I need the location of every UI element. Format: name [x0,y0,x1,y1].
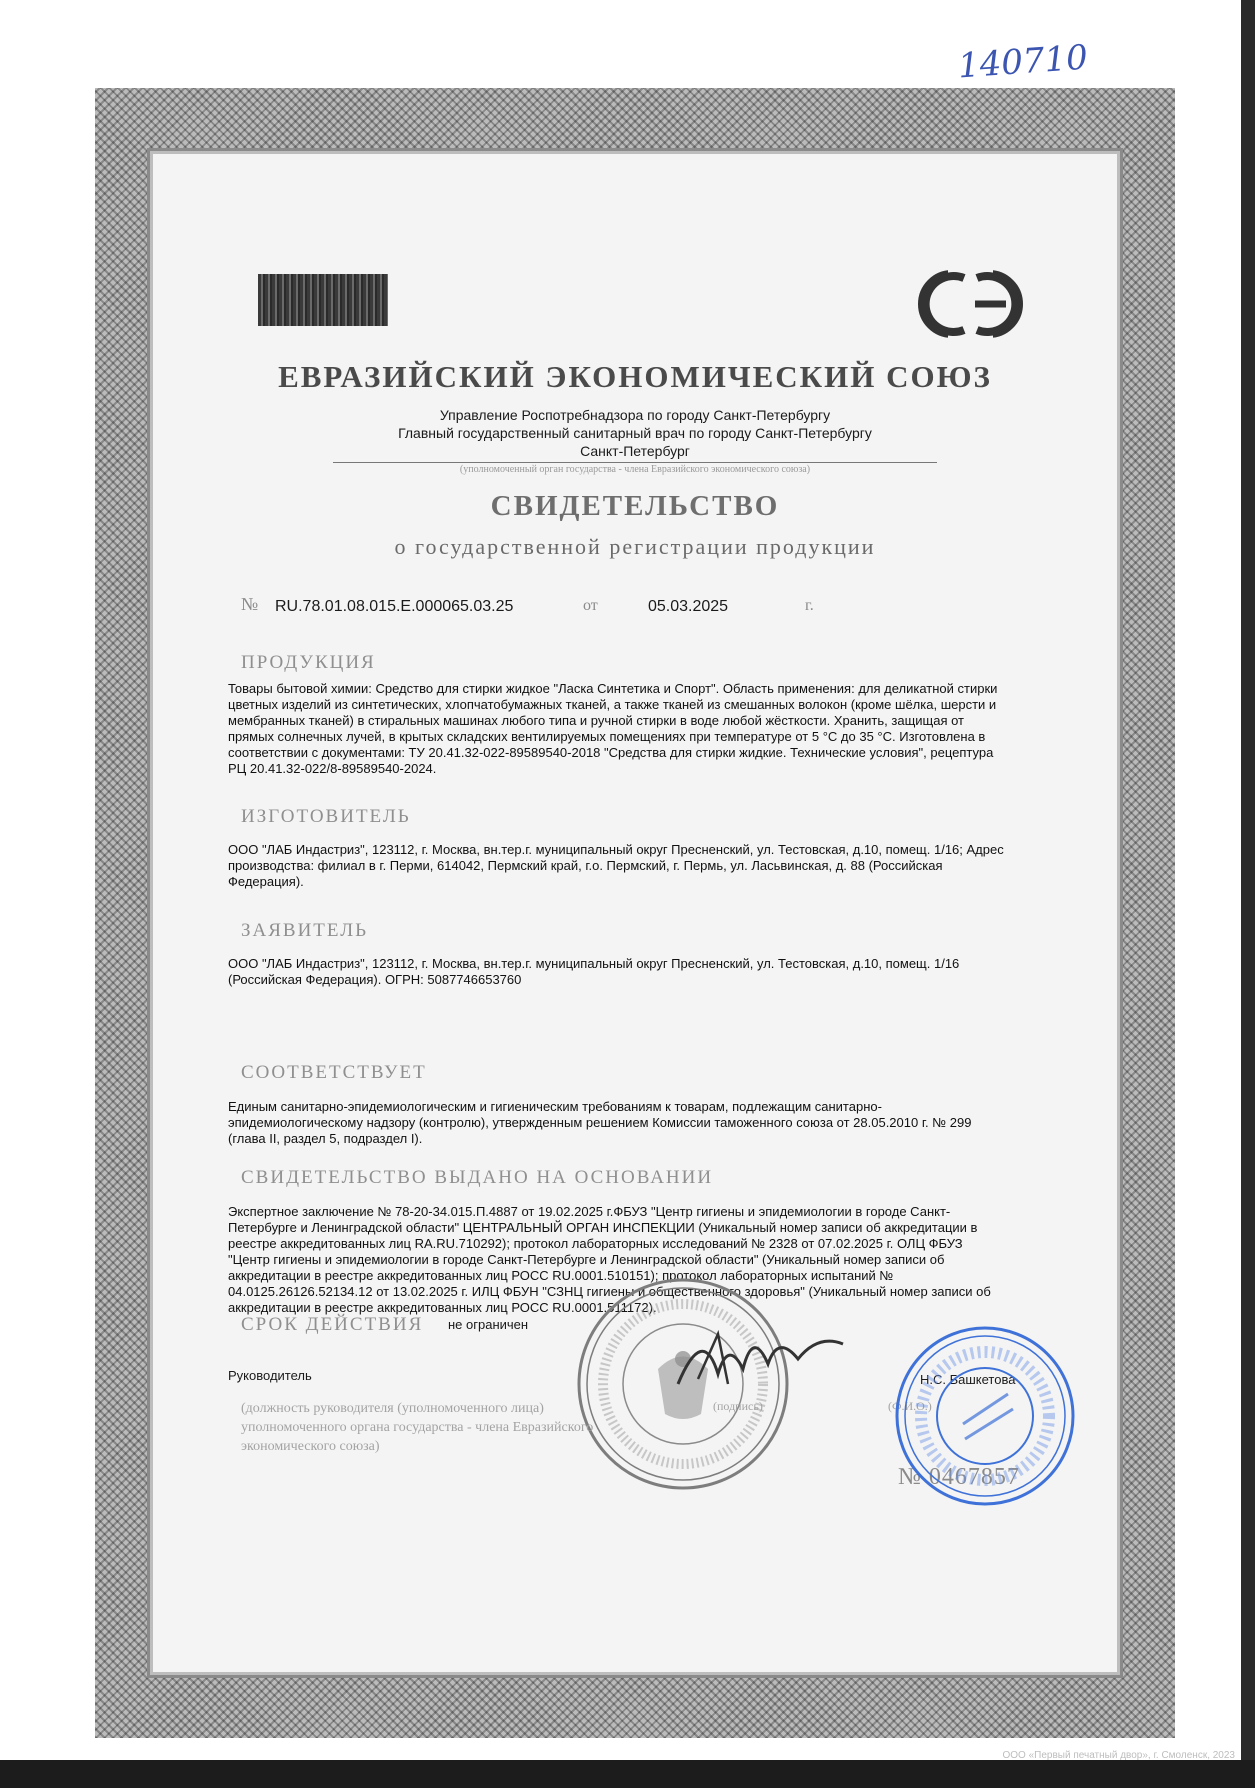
serial-number: № 0467857 [898,1464,1020,1490]
signature-caption-right: (Ф.И.О.) [888,1399,932,1413]
authority-line: Санкт-Петербург [580,443,690,459]
authority-rule [333,462,937,463]
manufacturer-heading: ИЗГОТОВИТЕЛЬ [241,806,411,827]
basis-heading: СВИДЕТЕЛЬСТВО ВЫДАНО НА ОСНОВАНИИ [241,1167,714,1188]
authority-caption: (уполномоченный орган государства - члена Евразийского экономического союза) [459,464,811,475]
handwritten-number: 140710 [956,37,1090,87]
certificate-body [153,154,1117,1672]
authority-line: Главный государственный санитарный врач по городу Санкт-Петербургу [398,425,872,441]
validity-heading: СРОК ДЕЙСТВИЯ [241,1314,424,1335]
applicant-heading: ЗАЯВИТЕЛЬ [241,920,369,941]
manufacturer-text: ООО "ЛАБ Индастриз", 123112, г. Москва, вн.тер.г. муниципальный округ Пресненский, ул. Тестовская, д.10, помещ. 1/16; Адрес производства: филиал в г. Перми, 614042, Пермский край, г.о. Пермский, г. Пермь, ул. Ласьвинская, д. 88 (Российская Федерация). [228,842,1004,889]
scan-border-bottom [0,1760,1255,1788]
printer-note: ООО «Первый печатный двор», г. Смоленск, 2023 [1002,1750,1235,1761]
signature-caption-mid: (подпись) [713,1399,763,1413]
basis-text: Экспертное заключение № 78-20-34.015.П.4887 от 19.02.2025 г.ФБУЗ "Центр гигиены и эпидемиологии в городе Санкт-Петербурге и Ленинградской области" ЦЕНТРАЛЬНЫЙ ОРГАН ИНСПЕКЦИИ (Уникальный номер записи об аккредитации в реестре аккредитованных лиц RA.RU.710292); протокол лабораторных исследований № 2328 от 07.02.2025 г. ОЛЦ ФБУЗ "Центр гигиены и эпидемиологии в городе Санкт-Петербурге и Ленинградской области" (Уникальный номер записи об аккредитации в реестре аккредитованных лиц РОСС RU.0001.510151); протокол лабораторных испытаний № 04.0125.26126.52134.12 от 13.02.2025 г. ИЛЦ ФБУН "СЗНЦ гигиены и общественного здоровья" (Уникальный номер записи об аккредитации в реестре аккредитованных лиц РОСС RU.0001.511172). [228,1204,991,1315]
blue-stamp-icon [893,1324,1078,1509]
authority-block [153,406,1117,460]
authority-line: Управление Роспотребнадзора по городу Санкт-Петербургу [439,407,831,423]
applicant-text: ООО "ЛАБ Индастриз", 123112, г. Москва, вн.тер.г. муниципальный округ Пресненский, ул. Тестовская, д.10, помещ. 1/16 (Российская Федерация). ОГРН: 5087746653760 [228,956,960,987]
scan-border-right [1241,0,1255,1760]
conforms-text: Единым санитарно-эпидемиологическим и гигиеническим требованиям к товарам, подлежащим санитарно-эпидемиологическому надзору (контролю), утвержденным решением Комиссии таможенного союза от 28.05.2010 г. № 299 (глава II, раздел 5, подраздел I). [228,1099,972,1146]
signature-caption: (должность руководителя (уполномоченного лица) уполномоченного органа государства - члена Евразийского экономического союза) [241,1401,594,1454]
eac-logo-icon [918,264,1023,344]
date-label: от [583,597,598,614]
hologram-strip [258,274,388,326]
head-name: Н.С. Башкетова [920,1372,1016,1387]
signature-icon [658,1314,858,1404]
number-label: № [241,594,259,614]
registration-date: 05.03.2025 [648,598,729,615]
guilloche-frame [95,88,1175,1738]
certificate-subtitle: о государственной регистрации продукции [394,534,876,559]
conforms-heading: СООТВЕТСТВУЕТ [241,1062,427,1083]
registration-number: RU.78.01.08.015.E.000065.03.25 [275,598,514,615]
head-label: Руководитель [228,1368,312,1383]
union-title: ЕВРАЗИЙСКИЙ ЭКОНОМИЧЕСКИЙ СОЮЗ [278,359,992,394]
product-heading: ПРОДУКЦИЯ [241,652,376,673]
validity-value: не ограничен [448,1317,529,1332]
product-text: Товары бытовой химии: Средство для стирки жидкое "Ласка Синтетика и Спорт". Область применения: для деликатной стирки цветных изделий из синтетических, хлопчатобумажных тканей, а также тканей из смешанных волокон (кроме шёлка, шерсти и мембранных тканей) в стиральных машинах любого типа и ручной стирки в воде любой жёсткости. Хранить, защищая от прямых солнечных лучей, в крытых складских вентилируемых помещениях при температуре от 5 °С до 35 °С. Изготовлена в соответствии с документами: ТУ 20.41.32-022-89589540-2018 "Средства для стирки жидкие. Технические условия", рецептура РЦ 20.41.32-022/8-89589540-2024. [228,681,998,776]
year-suffix: г. [805,597,814,614]
certificate-title: СВИДЕТЕЛЬСТВО [490,490,780,522]
